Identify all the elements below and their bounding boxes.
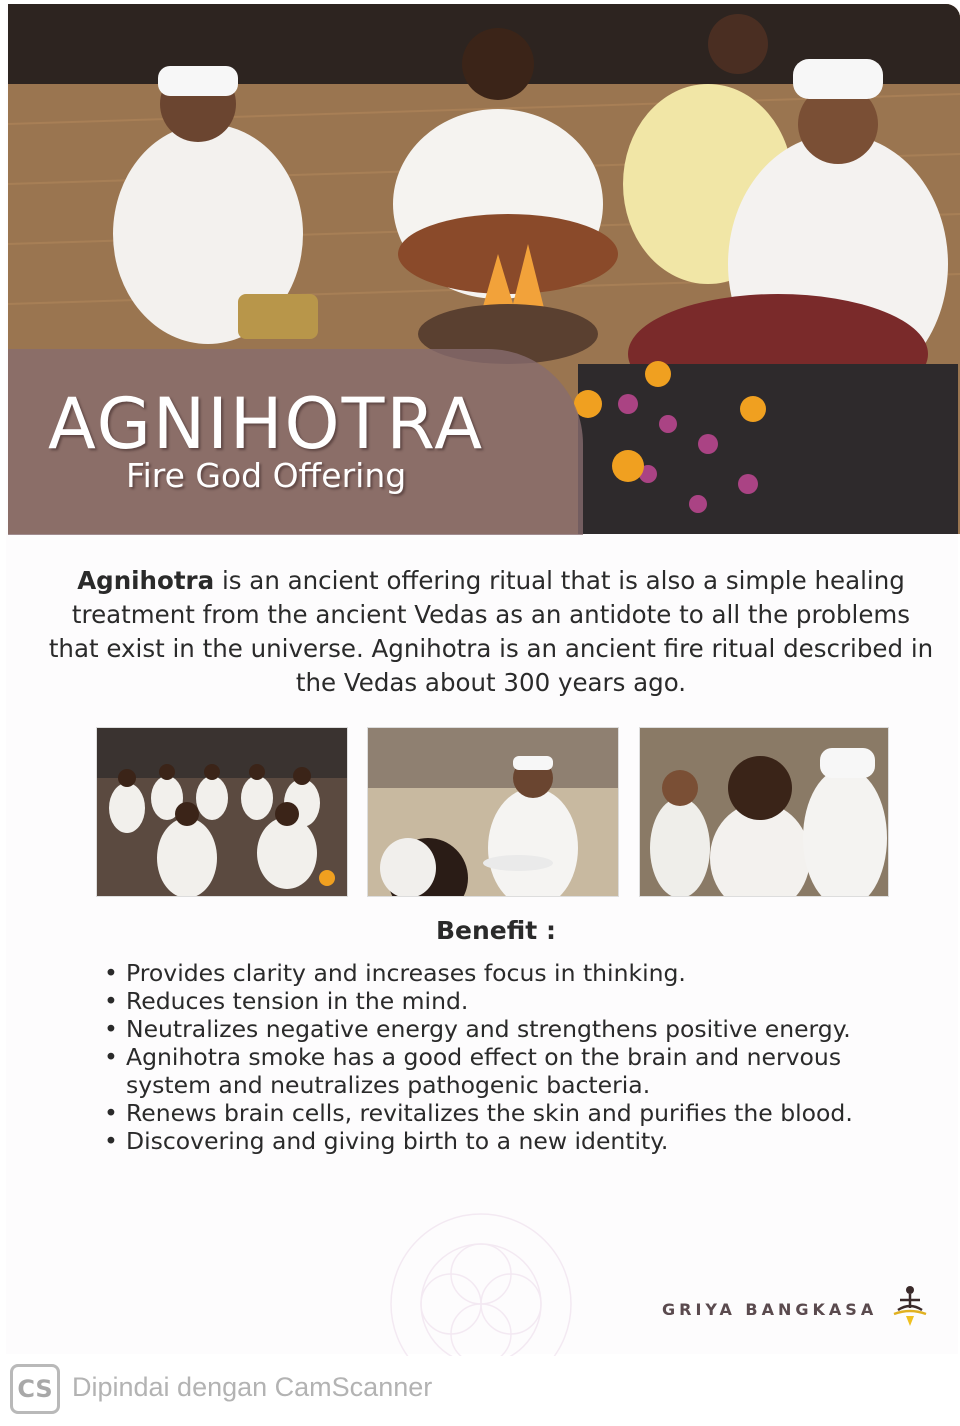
intro-paragraph [46, 564, 936, 700]
benefit-list [104, 959, 904, 1155]
intro-lead: Agnihotra [77, 566, 215, 595]
camscanner-logo-icon: CS [10, 1364, 60, 1414]
list-item: • Neutralizes negative energy and strengthens positive energy. [104, 1015, 904, 1043]
brand-name: GRIYA BANGKASA [662, 1300, 878, 1319]
list-item: • Renews brain cells, revitalizes the skin and purifies the blood. [104, 1099, 904, 1127]
flyer-page [6, 4, 958, 1354]
mandala-watermark [336, 1164, 626, 1374]
page-subtitle: Fire God Offering [126, 456, 407, 495]
list-item: • Reduces tension in the mind. [104, 987, 904, 1015]
intro-text: is an ancient offering ritual that is also a simple healing treatment from the ancient Vedas as an antidote to all the problems that exist in the universe. Agnihotra is an ancient fire ritual described in the Vedas about 300 years ago. [48, 566, 934, 697]
list-item: • Agnihotra smoke has a good effect on the brain and nervous system and neutralizes pathogenic bacteria. [104, 1043, 904, 1099]
scanner-caption: Dipindai dengan CamScanner [72, 1372, 433, 1402]
meditation-logo-icon [890, 1282, 930, 1332]
ritual-photo-1 [97, 728, 347, 896]
list-item: • Provides clarity and increases focus in thinking. [104, 959, 904, 987]
ritual-photo-3 [640, 728, 888, 896]
list-item: • Discovering and giving birth to a new identity. [104, 1127, 904, 1155]
benefit-heading: Benefit : [436, 916, 556, 945]
ritual-photo-2 [368, 728, 618, 896]
page-title: AGNIHOTRA [48, 383, 485, 465]
